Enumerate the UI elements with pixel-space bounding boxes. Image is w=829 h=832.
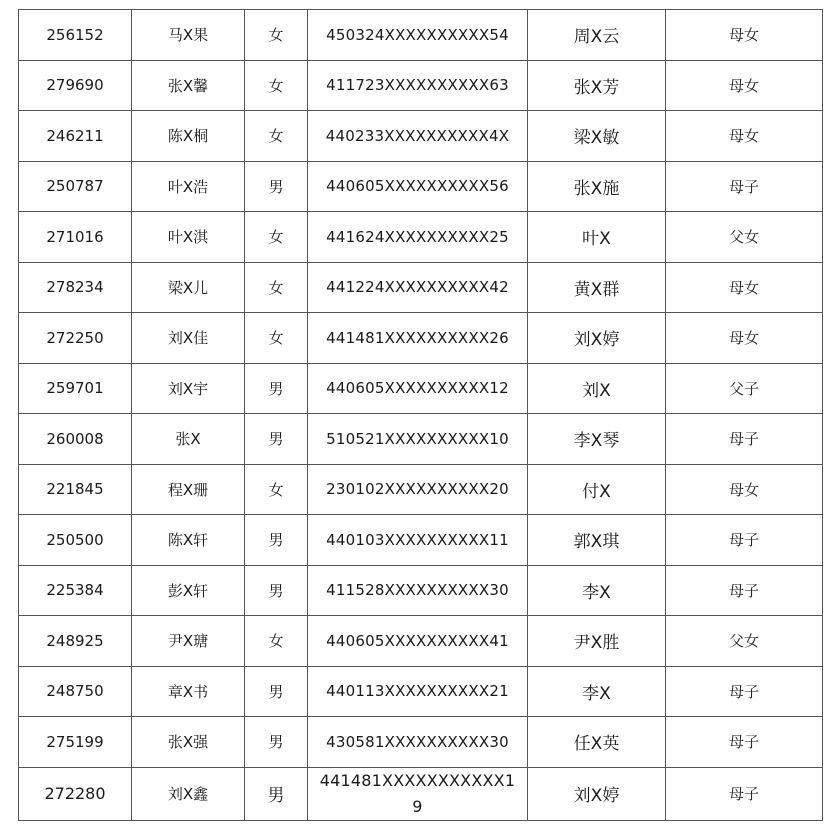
student-id-cell: 272280 <box>19 767 132 820</box>
relation-cell: 母女 <box>666 313 823 364</box>
table-row <box>19 10 823 61</box>
id-number-cell: 441624XXXXXXXXXX25 <box>308 212 528 263</box>
relation-cell: 母女 <box>666 111 823 162</box>
table-row <box>19 262 823 313</box>
table-row <box>19 515 823 566</box>
student-id-cell: 248925 <box>19 616 132 667</box>
student-name-cell: 叶X淇 <box>132 212 245 263</box>
student-id-cell: 256152 <box>19 10 132 61</box>
table-row <box>19 717 823 768</box>
student-id-cell: 272250 <box>19 313 132 364</box>
student-name-cell: 马X果 <box>132 10 245 61</box>
student-name-cell: 张X强 <box>132 717 245 768</box>
table-row <box>19 464 823 515</box>
relation-cell: 母子 <box>666 414 823 465</box>
table-row <box>19 313 823 364</box>
id-number-cell: 411723XXXXXXXXXX63 <box>308 60 528 111</box>
student-name-cell: 尹X瑭 <box>132 616 245 667</box>
student-name-cell: 梁X儿 <box>132 262 245 313</box>
relation-cell: 母子 <box>666 666 823 717</box>
student-id-cell: 225384 <box>19 565 132 616</box>
id-number-cell: 441224XXXXXXXXXX42 <box>308 262 528 313</box>
gender-cell: 男 <box>245 767 308 820</box>
student-name-cell: 刘X宇 <box>132 363 245 414</box>
guardian-name-cell: 任X英 <box>528 717 666 768</box>
student-id-cell: 248750 <box>19 666 132 717</box>
table-row <box>19 414 823 465</box>
student-id-cell: 246211 <box>19 111 132 162</box>
student-id-cell: 259701 <box>19 363 132 414</box>
relation-cell: 母女 <box>666 10 823 61</box>
id-number-cell: 450324XXXXXXXXXX54 <box>308 10 528 61</box>
student-name-cell: 陈X轩 <box>132 515 245 566</box>
relation-cell: 母子 <box>666 515 823 566</box>
gender-cell: 女 <box>245 313 308 364</box>
student-id-cell: 221845 <box>19 464 132 515</box>
relation-cell: 母子 <box>666 565 823 616</box>
table-row <box>19 161 823 212</box>
relation-cell: 母子 <box>666 161 823 212</box>
guardian-name-cell: 郭X琪 <box>528 515 666 566</box>
relation-cell: 父女 <box>666 616 823 667</box>
student-name-cell: 陈X桐 <box>132 111 245 162</box>
relation-cell: 母女 <box>666 262 823 313</box>
student-id-cell: 279690 <box>19 60 132 111</box>
id-number-cell: 510521XXXXXXXXXX10 <box>308 414 528 465</box>
guardian-name-cell: 周X云 <box>528 10 666 61</box>
table-row <box>19 111 823 162</box>
table-row <box>19 616 823 667</box>
gender-cell: 女 <box>245 262 308 313</box>
id-number-cell: 440103XXXXXXXXXX11 <box>308 515 528 566</box>
gender-cell: 女 <box>245 212 308 263</box>
gender-cell: 女 <box>245 10 308 61</box>
id-number-cell: 440605XXXXXXXXXX41 <box>308 616 528 667</box>
id-number-cell: 430581XXXXXXXXXX30 <box>308 717 528 768</box>
relation-cell: 母子 <box>666 767 823 820</box>
table-row <box>19 363 823 414</box>
id-number-cell: 440605XXXXXXXXXX56 <box>308 161 528 212</box>
guardian-name-cell: 叶X <box>528 212 666 263</box>
student-name-cell: 刘X佳 <box>132 313 245 364</box>
relation-cell: 父子 <box>666 363 823 414</box>
student-id-cell: 250787 <box>19 161 132 212</box>
gender-cell: 女 <box>245 60 308 111</box>
table-row <box>19 565 823 616</box>
gender-cell: 女 <box>245 111 308 162</box>
id-number-cell: 230102XXXXXXXXXX20 <box>308 464 528 515</box>
student-id-cell: 275199 <box>19 717 132 768</box>
student-name-cell: 张X馨 <box>132 60 245 111</box>
gender-cell: 女 <box>245 464 308 515</box>
id-number-cell: 440233XXXXXXXXXX4X <box>308 111 528 162</box>
student-name-cell: 张X <box>132 414 245 465</box>
guardian-name-cell: 张X施 <box>528 161 666 212</box>
gender-cell: 男 <box>245 515 308 566</box>
gender-cell: 男 <box>245 666 308 717</box>
student-guardian-table <box>18 9 823 821</box>
id-number-text: 441481XXXXXXXXXXX19 <box>319 770 516 816</box>
guardian-name-cell: 张X芳 <box>528 60 666 111</box>
gender-cell: 男 <box>245 161 308 212</box>
gender-cell: 男 <box>245 414 308 465</box>
guardian-name-cell: 尹X胜 <box>528 616 666 667</box>
student-name-cell: 叶X浩 <box>132 161 245 212</box>
student-id-cell: 260008 <box>19 414 132 465</box>
guardian-name-cell: 刘X <box>528 363 666 414</box>
id-number-cell: 441481XXXXXXXXXX26 <box>308 313 528 364</box>
id-number-cell: 440113XXXXXXXXXX21 <box>308 666 528 717</box>
student-id-cell: 250500 <box>19 515 132 566</box>
guardian-name-cell: 李X琴 <box>528 414 666 465</box>
table-row <box>19 666 823 717</box>
table-row <box>19 60 823 111</box>
gender-cell: 男 <box>245 565 308 616</box>
relation-cell: 父女 <box>666 212 823 263</box>
table-row <box>19 767 823 820</box>
guardian-name-cell: 梁X敏 <box>528 111 666 162</box>
guardian-name-cell: 李X <box>528 666 666 717</box>
gender-cell: 男 <box>245 717 308 768</box>
relation-cell: 母女 <box>666 464 823 515</box>
student-name-cell: 刘X鑫 <box>132 767 245 820</box>
student-name-cell: 彭X轩 <box>132 565 245 616</box>
gender-cell: 男 <box>245 363 308 414</box>
guardian-name-cell: 刘X婷 <box>528 767 666 820</box>
student-name-cell: 程X珊 <box>132 464 245 515</box>
guardian-name-cell: 刘X婷 <box>528 313 666 364</box>
id-number-cell: 440605XXXXXXXXXX12 <box>308 363 528 414</box>
guardian-name-cell: 李X <box>528 565 666 616</box>
student-id-cell: 278234 <box>19 262 132 313</box>
relation-cell: 母女 <box>666 60 823 111</box>
gender-cell: 女 <box>245 616 308 667</box>
guardian-name-cell: 黄X群 <box>528 262 666 313</box>
table-row <box>19 212 823 263</box>
relation-cell: 母子 <box>666 717 823 768</box>
id-number-cell <box>308 767 528 820</box>
id-number-cell: 411528XXXXXXXXXX30 <box>308 565 528 616</box>
student-id-cell: 271016 <box>19 212 132 263</box>
student-name-cell: 章X书 <box>132 666 245 717</box>
guardian-name-cell: 付X <box>528 464 666 515</box>
